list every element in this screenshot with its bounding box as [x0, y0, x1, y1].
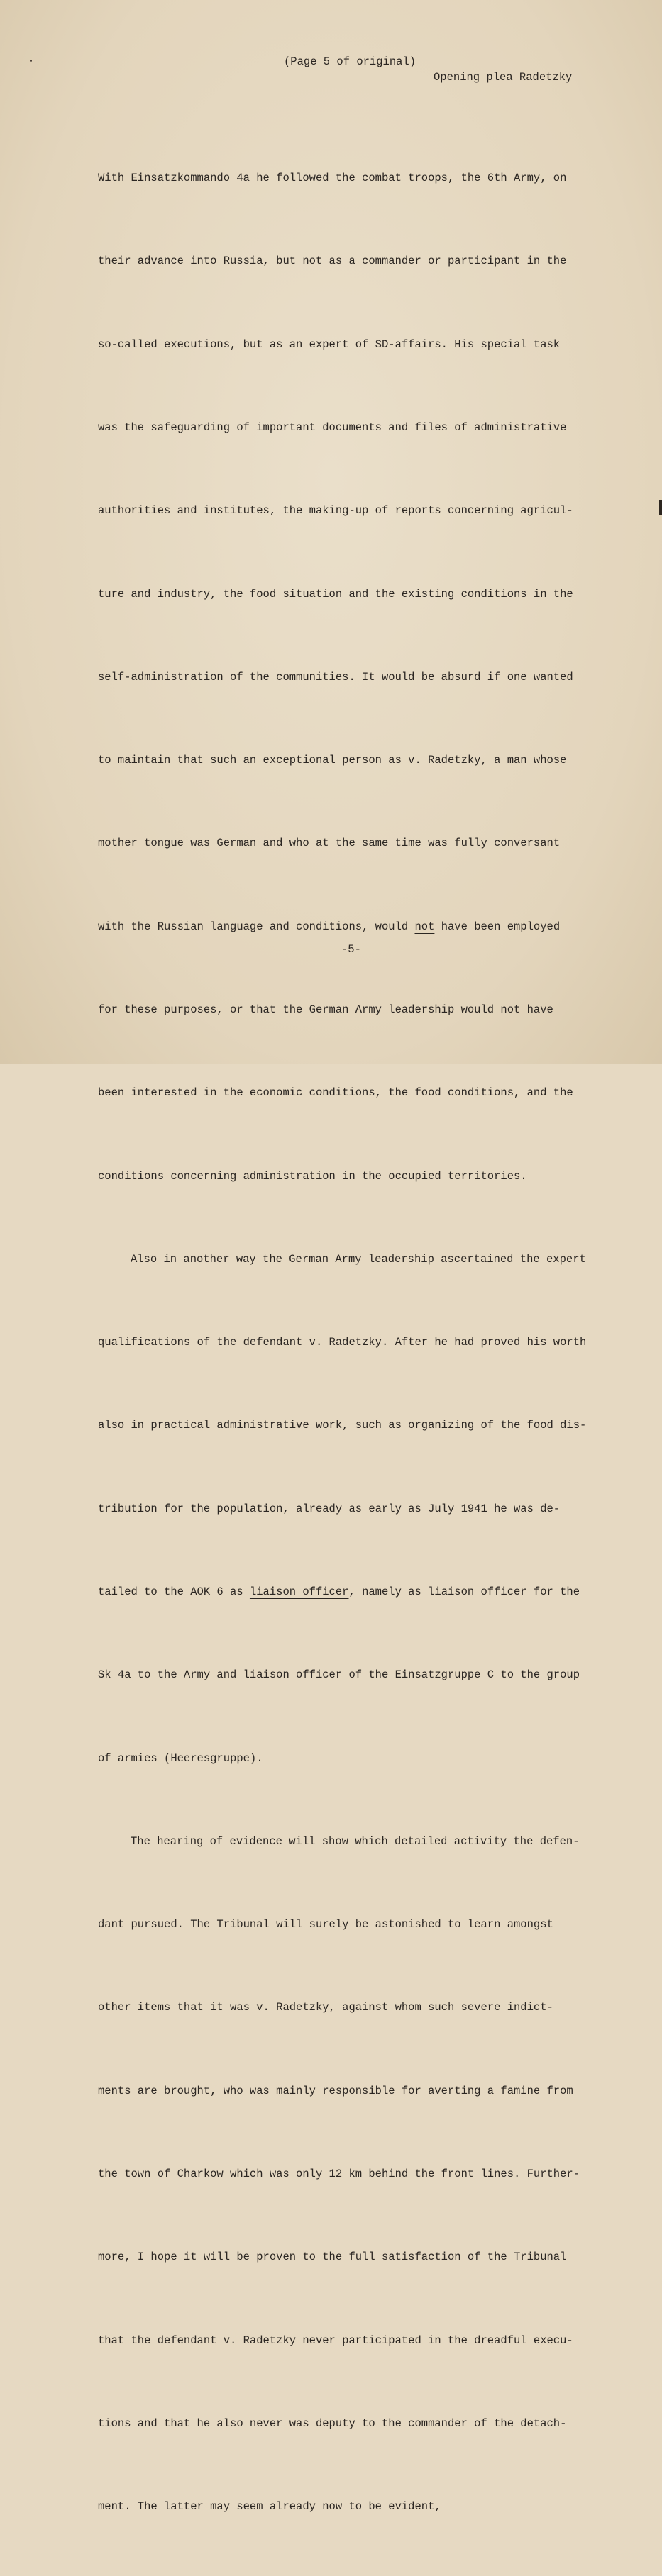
text-line: tions and that he also never was deputy to the commander of the detach- — [98, 2416, 567, 2430]
text-line: qualifications of the defendant v. Radetzky. After he had proved his worth — [98, 1336, 587, 1349]
text-line: other items that it was v. Radetzky, against whom such severe indict- — [98, 2001, 553, 2014]
underlined-phrase: liaison officer — [249, 1585, 349, 1598]
text-line: mother tongue was German and who at the same time was fully conversant — [98, 837, 561, 850]
text-fragment: with the Russian language and conditions, would — [98, 920, 415, 933]
page-number: -5- — [341, 943, 361, 956]
text-line: also in practical administrative work, such as organizing of the food dis- — [98, 1419, 587, 1432]
text-line: that the defendant v. Radetzky never participated in the dreadful execu- — [98, 2334, 573, 2347]
text-line: to maintain that such an exceptional person as v. Radetzky, a man whose — [98, 754, 567, 767]
binding-mark — [659, 500, 662, 515]
text-line: tribution for the population, already as early as July 1941 he was de- — [98, 1502, 561, 1515]
text-line: ments are brought, who was mainly responsible for averting a famine from — [98, 2084, 573, 2097]
text-line: Sk 4a to the Army and liaison officer of the Einsatzgruppe C to the group — [98, 1668, 580, 1682]
text-fragment: tailed to the AOK 6 as — [98, 1585, 250, 1598]
text-line: of armies (Heeresgruppe). — [98, 1751, 263, 1765]
text-line: their advance into Russia, but not as a commander or participant in the — [98, 255, 567, 268]
text-line — [98, 1578, 623, 1606]
text-line: more, I hope it will be proven to the full satisfaction of the Tribunal — [98, 2251, 567, 2264]
document-title: Opening plea Radetzky — [434, 71, 573, 84]
text-line: was the safeguarding of important documents and files of administrative — [98, 421, 567, 435]
text-line: conditions concerning administration in the occupied territories. — [98, 1169, 527, 1183]
text-line: for these purposes, or that the German Army leadership would not have — [98, 1003, 553, 1016]
paragraph-start-line: The hearing of evidence will show which detailed activity the defen- — [131, 1834, 580, 1848]
body-text — [98, 109, 623, 2576]
ink-spot — [30, 60, 32, 62]
text-line: authorities and institutes, the making-up of reports concerning agricul- — [98, 504, 573, 518]
text-line: so-called executions, but as an expert of SD-affairs. His special task — [98, 338, 561, 351]
text-line: ture and industry, the food situation and the existing conditions in the — [98, 587, 573, 601]
text-line: dant pursued. The Tribunal will surely be astonished to learn amongst — [98, 1918, 553, 1931]
text-line: self-administration of the communities. It would be absurd if one wanted — [98, 670, 573, 684]
text-line: been interested in the economic conditions, the food conditions, and the — [98, 1086, 573, 1100]
text-fragment: have been employed — [434, 920, 561, 933]
text-line — [98, 913, 623, 941]
text-line: the town of Charkow which was only 12 km behind the front lines. Further- — [98, 2167, 580, 2180]
paragraph-start-line: Also in another way the German Army leadership ascertained the expert — [131, 1252, 586, 1266]
text-fragment: , namely as liaison officer for the — [348, 1585, 580, 1598]
text-line: ment. The latter may seem already now to be evident, — [98, 2500, 441, 2514]
page-reference: (Page 5 of original) — [284, 55, 416, 68]
underlined-word: not — [414, 920, 435, 933]
text-line: With Einsatzkommando 4a he followed the combat troops, the 6th Army, on — [98, 172, 567, 185]
